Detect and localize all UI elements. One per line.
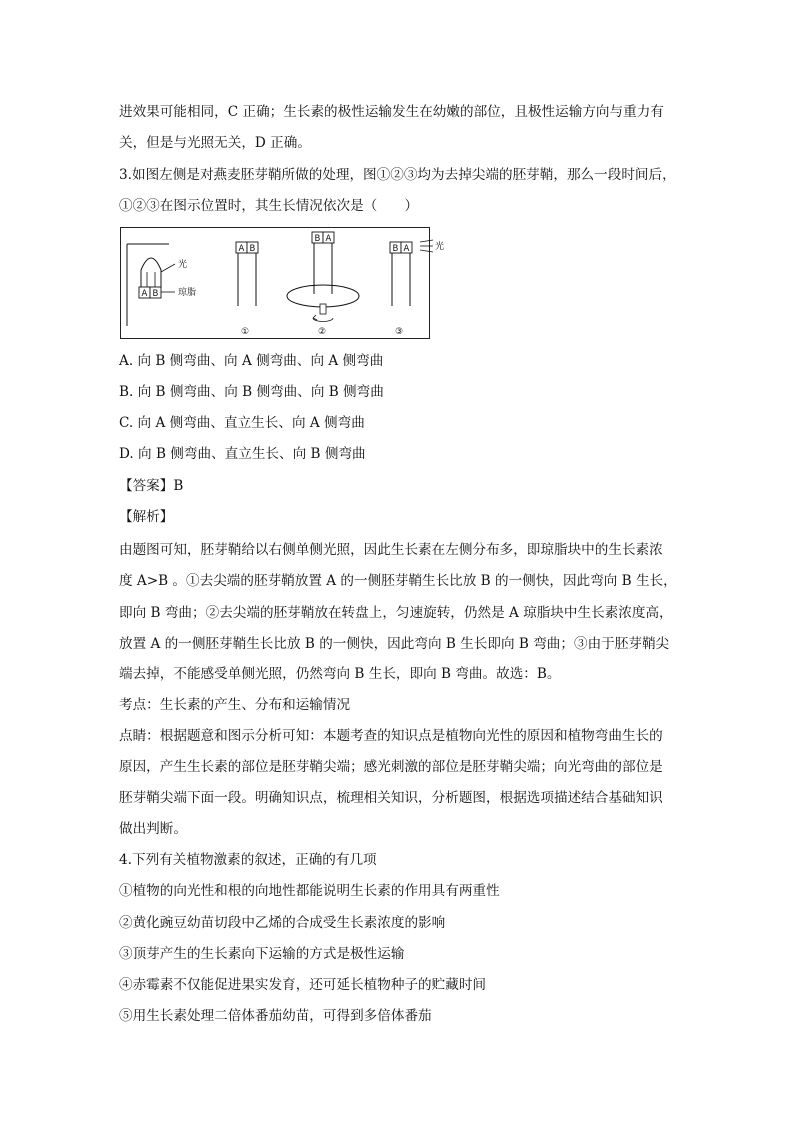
- agar-block-a-left: A: [141, 289, 148, 299]
- analysis-line-3: 即向 B 弯曲；②去尖端的胚芽鞘放在转盘上，匀速旋转，仍然是 A 琼脂块中生长素浓度高，: [119, 605, 673, 621]
- question-4-item-4: ④赤霉素不仅能促进果实发育，还可延长植物种子的贮藏时间: [119, 977, 487, 993]
- light-label-left: 光: [178, 260, 188, 270]
- analysis-note-line-3: 胚芽鞘尖端下面一段。明确知识点，梳理相关知识，分析题图，根据选项描述结合基础知识: [119, 790, 663, 806]
- specimen-2-number: ②: [318, 327, 327, 337]
- answer-line: 【答案】B: [119, 478, 184, 494]
- analysis-line-4: 放置 A 的一侧胚芽鞘生长比放 B 的一侧快，因此弯向 B 生长即向 B 弯曲；③由于胚芽鞘尖: [119, 636, 670, 652]
- specimen-1: [236, 242, 258, 337]
- text-line-2: 关，但是与光照无关，D 正确。: [119, 135, 311, 151]
- analysis-line-1: 由题图可知，胚芽鞘给以右侧单侧光照，因此生长素在左侧分布多，即琼脂块中的生长素浓: [119, 542, 663, 558]
- analysis-line-5: 端去掉，不能感受单侧光照，仍然弯向 B 生长，即向 B 弯曲。故选：B。: [119, 666, 561, 682]
- specimen-3-block-a: A: [403, 244, 410, 254]
- question-3-stem-line-2: ①②③在图示位置时，其生长情况依次是（ ）: [119, 198, 419, 214]
- analysis-heading: 【解析】: [119, 509, 174, 525]
- option-c[interactable]: C. 向 A 侧弯曲、直立生长、向 A 侧弯曲: [119, 415, 365, 431]
- light-rays-icon: [418, 238, 448, 254]
- question-4-item-3: ③顶芽产生的生长素向下运输的方式是极性运输: [119, 946, 405, 962]
- specimen-1-block-a: A: [238, 244, 245, 254]
- question-3-stem-line-1: 3.如图左侧是对燕麦胚芽鞘所做的处理，图①②③均为去掉尖端的胚芽鞘，那么一段时间后，: [119, 167, 676, 183]
- agar-block-b-left: B: [152, 289, 159, 299]
- coleoptile-diagram: [121, 228, 429, 338]
- left-coleoptile-setup: [127, 244, 196, 326]
- specimen-3-number: ③: [395, 327, 404, 337]
- question-4-item-2: ②黄化豌豆幼苗切段中乙烯的合成受生长素浓度的影响: [119, 915, 446, 931]
- specimen-2-block-a: A: [325, 234, 332, 244]
- specimen-3-block-b: B: [392, 244, 399, 254]
- specimen-1-number: ①: [241, 327, 250, 337]
- question-4-stem: 4.下列有关植物激素的叙述，正确的有几项: [119, 852, 377, 868]
- text-line-1: 进效果可能相同，C 正确；生长素的极性运输发生在幼嫩的部位，且极性运输方向与重力有: [119, 104, 664, 120]
- agar-label: 琼脂: [178, 288, 197, 298]
- question-4-item-1: ①植物的向光性和根的向地性都能说明生长素的作用具有两重性: [119, 883, 500, 899]
- specimen-2-block-b: B: [314, 234, 321, 244]
- option-a[interactable]: A. 向 B 侧弯曲、向 A 侧弯曲、向 A 侧弯曲: [119, 353, 384, 369]
- specimen-3: [390, 242, 412, 337]
- experiment-figure: [120, 227, 430, 339]
- analysis-topic-line: 考点：生长素的产生、分布和运输情况: [119, 697, 351, 713]
- analysis-note-line-2: 原因，产生生长素的部位是胚芽鞘尖端；感光刺激的部位是胚芽鞘尖端；向光弯曲的部位是: [119, 759, 663, 775]
- analysis-note-line-1: 点睛：根据题意和图示分析可知：本题考查的知识点是植物向光性的原因和植物弯曲生长的: [119, 728, 663, 744]
- analysis-note-line-4: 做出判断。: [119, 821, 187, 837]
- option-d[interactable]: D. 向 B 侧弯曲、直立生长、向 B 侧弯曲: [119, 446, 366, 462]
- specimen-2: [287, 232, 359, 337]
- option-b[interactable]: B. 向 B 侧弯曲、向 B 侧弯曲、向 B 侧弯曲: [119, 384, 384, 400]
- question-4-item-5: ⑤用生长素处理二倍体番茄幼苗，可得到多倍体番茄: [119, 1008, 432, 1024]
- specimen-1-block-b: B: [249, 244, 256, 254]
- analysis-line-2: 度 A>B 。①去尖端的胚芽鞘放置 A 的一侧胚芽鞘生长比放 B 的一侧快，因此弯向 B 生长，: [119, 573, 677, 589]
- light-label-right: 光: [435, 242, 445, 252]
